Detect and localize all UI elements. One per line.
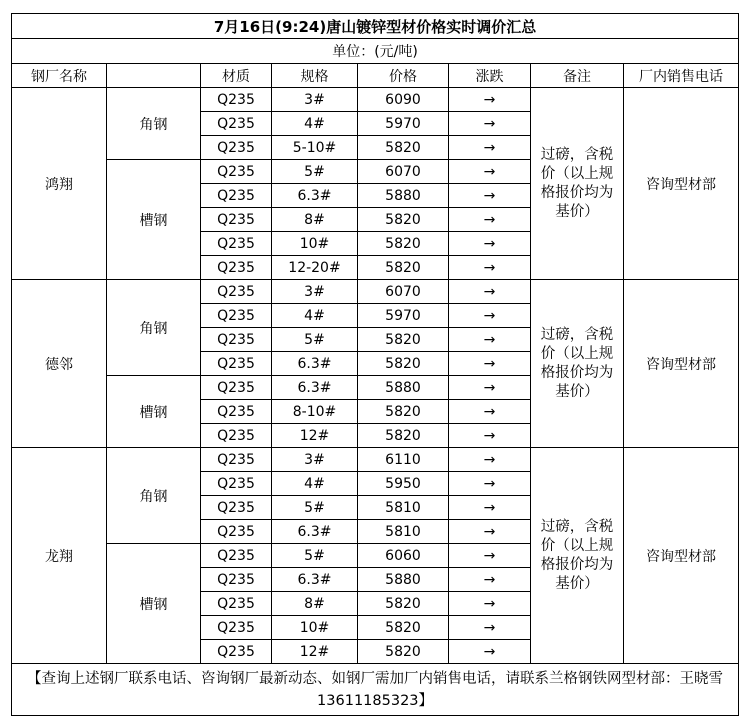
price-cell: 5810 — [358, 496, 449, 520]
material-cell: Q235 — [201, 496, 272, 520]
change-cell: → — [449, 208, 531, 232]
change-cell: → — [449, 520, 531, 544]
material-cell: Q235 — [201, 304, 272, 328]
spec-cell: 3# — [272, 280, 358, 304]
change-cell: → — [449, 640, 531, 664]
note-cell: 过磅，含税价（以上规格报价均为基价） — [531, 280, 624, 448]
material-cell: Q235 — [201, 592, 272, 616]
price-cell: 5970 — [358, 112, 449, 136]
material-cell: Q235 — [201, 640, 272, 664]
price-cell: 5820 — [358, 640, 449, 664]
change-cell: → — [449, 160, 531, 184]
price-cell: 5820 — [358, 208, 449, 232]
spec-cell: 6.3# — [272, 568, 358, 592]
price-cell: 5880 — [358, 376, 449, 400]
change-cell: → — [449, 112, 531, 136]
header-spec: 规格 — [272, 64, 358, 88]
header-note: 备注 — [531, 64, 624, 88]
change-cell: → — [449, 256, 531, 280]
unit-label: 单位：(元/吨) — [12, 39, 739, 64]
sales-phone-cell: 咨询型材部 — [624, 280, 739, 448]
product-type: 角钢 — [107, 280, 201, 376]
change-cell: → — [449, 496, 531, 520]
price-cell: 5820 — [358, 616, 449, 640]
material-cell: Q235 — [201, 160, 272, 184]
change-cell: → — [449, 424, 531, 448]
footer-contact-note: 【查询上述钢厂联系电话、咨询钢厂最新动态、如钢厂需加厂内销售电话，请联系兰格钢铁网型材部：王晓雪13611185323】 — [12, 664, 739, 716]
note-cell: 过磅，含税价（以上规格报价均为基价） — [531, 448, 624, 664]
material-cell: Q235 — [201, 352, 272, 376]
material-cell: Q235 — [201, 568, 272, 592]
price-cell: 5820 — [358, 424, 449, 448]
price-table — [11, 13, 739, 716]
material-cell: Q235 — [201, 376, 272, 400]
note-cell: 过磅，含税价（以上规格报价均为基价） — [531, 88, 624, 280]
change-cell: → — [449, 88, 531, 112]
material-cell: Q235 — [201, 520, 272, 544]
header-product-type — [107, 64, 201, 88]
header-price: 价格 — [358, 64, 449, 88]
spec-cell: 6.3# — [272, 184, 358, 208]
spec-cell: 10# — [272, 232, 358, 256]
spec-cell: 4# — [272, 112, 358, 136]
spec-cell: 8-10# — [272, 400, 358, 424]
price-cell: 5820 — [358, 256, 449, 280]
mill-name: 鸿翔 — [12, 88, 107, 280]
mill-name: 德邻 — [12, 280, 107, 448]
change-cell: → — [449, 328, 531, 352]
header-material: 材质 — [201, 64, 272, 88]
material-cell: Q235 — [201, 256, 272, 280]
spec-cell: 12# — [272, 640, 358, 664]
change-cell: → — [449, 544, 531, 568]
material-cell: Q235 — [201, 88, 272, 112]
price-cell: 6110 — [358, 448, 449, 472]
spec-cell: 6.3# — [272, 520, 358, 544]
spec-cell: 5# — [272, 544, 358, 568]
sales-phone-cell: 咨询型材部 — [624, 88, 739, 280]
change-cell: → — [449, 376, 531, 400]
table-row — [12, 88, 739, 112]
price-cell: 5810 — [358, 520, 449, 544]
change-cell: → — [449, 304, 531, 328]
change-cell: → — [449, 136, 531, 160]
spec-cell: 8# — [272, 592, 358, 616]
header-change: 涨跌 — [449, 64, 531, 88]
spec-cell: 12-20# — [272, 256, 358, 280]
header-sales-phone: 厂内销售电话 — [624, 64, 739, 88]
spec-cell: 8# — [272, 208, 358, 232]
price-cell: 6060 — [358, 544, 449, 568]
spec-cell: 4# — [272, 304, 358, 328]
product-type: 槽钢 — [107, 544, 201, 664]
material-cell: Q235 — [201, 280, 272, 304]
spec-cell: 5-10# — [272, 136, 358, 160]
material-cell: Q235 — [201, 544, 272, 568]
change-cell: → — [449, 232, 531, 256]
change-cell: → — [449, 568, 531, 592]
table-row — [12, 280, 739, 304]
price-cell: 5820 — [358, 328, 449, 352]
table-title: 7月16日(9:24)唐山镀锌型材价格实时调价汇总 — [12, 14, 739, 39]
material-cell: Q235 — [201, 112, 272, 136]
price-cell: 5950 — [358, 472, 449, 496]
material-cell: Q235 — [201, 472, 272, 496]
price-cell: 5880 — [358, 568, 449, 592]
spec-cell: 3# — [272, 88, 358, 112]
material-cell: Q235 — [201, 232, 272, 256]
table-row — [12, 448, 739, 472]
product-type: 槽钢 — [107, 376, 201, 448]
material-cell: Q235 — [201, 448, 272, 472]
spec-cell: 5# — [272, 328, 358, 352]
change-cell: → — [449, 184, 531, 208]
change-cell: → — [449, 400, 531, 424]
change-cell: → — [449, 592, 531, 616]
mill-name: 龙翔 — [12, 448, 107, 664]
change-cell: → — [449, 448, 531, 472]
sales-phone-cell: 咨询型材部 — [624, 448, 739, 664]
spec-cell: 12# — [272, 424, 358, 448]
spec-cell: 5# — [272, 160, 358, 184]
spec-cell: 10# — [272, 616, 358, 640]
price-cell: 6070 — [358, 160, 449, 184]
price-cell: 5820 — [358, 136, 449, 160]
spec-cell: 5# — [272, 496, 358, 520]
price-cell: 6090 — [358, 88, 449, 112]
spec-cell: 6.3# — [272, 352, 358, 376]
material-cell: Q235 — [201, 424, 272, 448]
material-cell: Q235 — [201, 184, 272, 208]
change-cell: → — [449, 352, 531, 376]
change-cell: → — [449, 472, 531, 496]
material-cell: Q235 — [201, 400, 272, 424]
spec-cell: 3# — [272, 448, 358, 472]
spec-cell: 4# — [272, 472, 358, 496]
price-cell: 5820 — [358, 232, 449, 256]
material-cell: Q235 — [201, 208, 272, 232]
material-cell: Q235 — [201, 616, 272, 640]
product-type: 角钢 — [107, 448, 201, 544]
price-cell: 5820 — [358, 352, 449, 376]
change-cell: → — [449, 280, 531, 304]
product-type: 角钢 — [107, 88, 201, 160]
header-mill-name: 钢厂名称 — [12, 64, 107, 88]
price-cell: 5820 — [358, 592, 449, 616]
spec-cell: 6.3# — [272, 376, 358, 400]
price-cell: 5880 — [358, 184, 449, 208]
price-cell: 6070 — [358, 280, 449, 304]
price-cell: 5820 — [358, 400, 449, 424]
change-cell: → — [449, 616, 531, 640]
price-cell: 5970 — [358, 304, 449, 328]
product-type: 槽钢 — [107, 160, 201, 280]
material-cell: Q235 — [201, 136, 272, 160]
material-cell: Q235 — [201, 328, 272, 352]
